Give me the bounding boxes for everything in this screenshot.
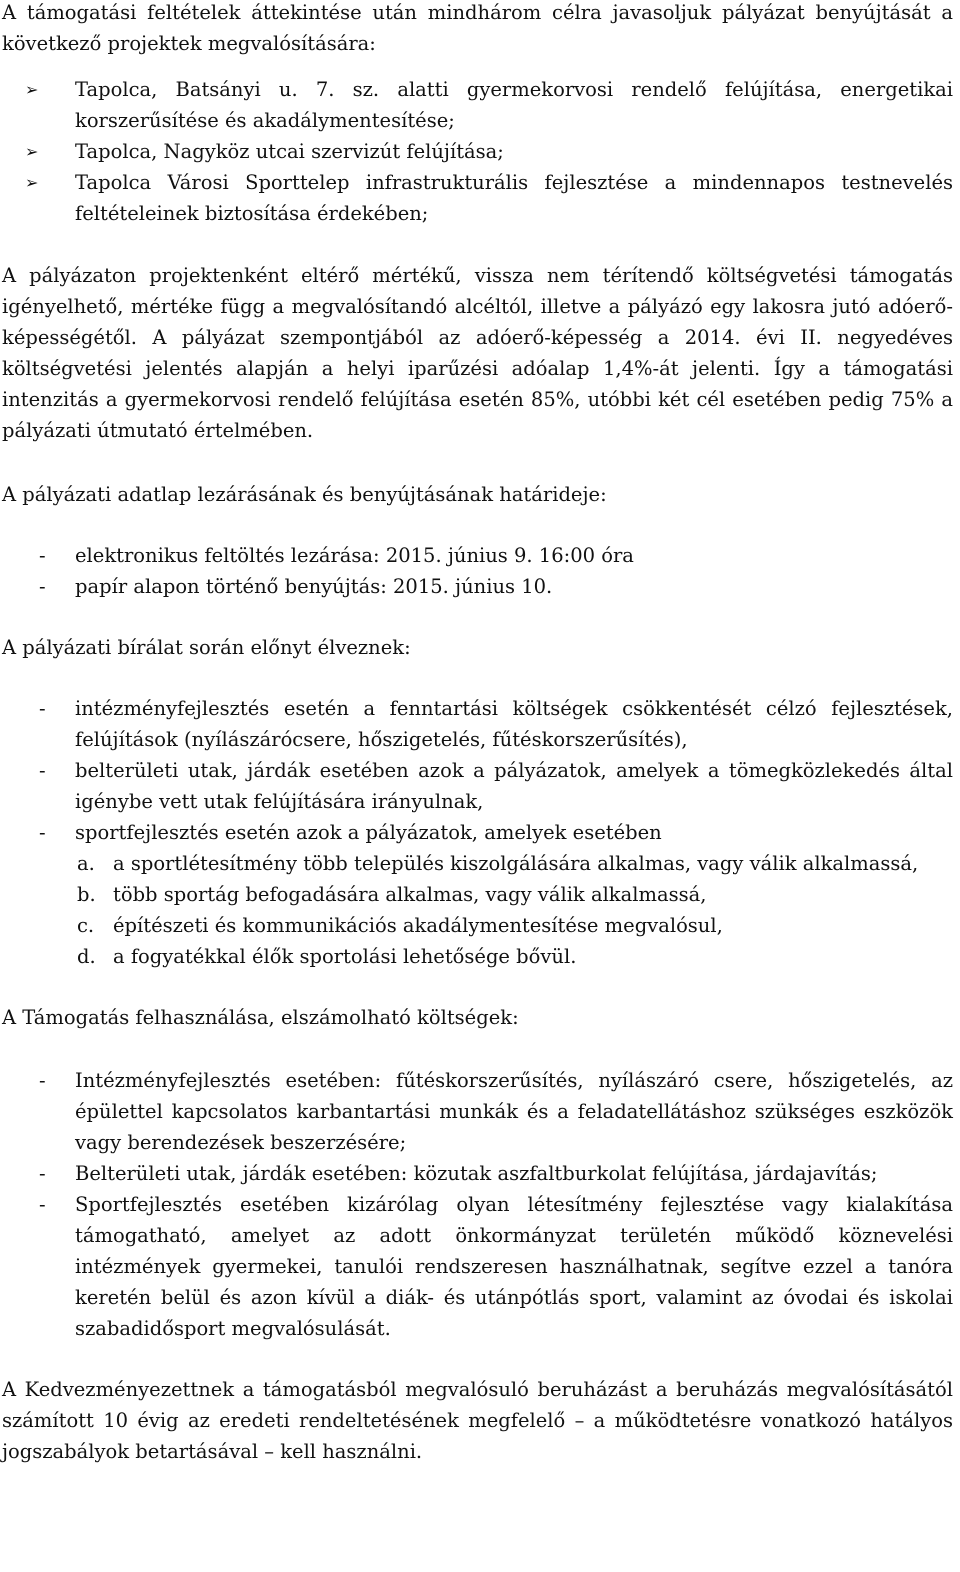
deadline-list <box>2 540 953 602</box>
support-paragraph: A pályázaton projektenként eltérő mértékű, vissza nem térítendő költségvetési támogatás igényelhető, mértéke függ a megvalósítandó alcéltól, illetve a pályázó egy lakosra jutó adóerő-képességétől. A pályázat szempontjából az adóerő-képesség a 2014. évi II. negyedéves költségvetési jelentés alapján a helyi iparűzési adóalap 1,4%-át jelenti. Így a támogatási intenzitás a gyermekorvosi rendelő felújítása esetén 85%, utóbbi két cél esetében pedig 75% a pályázati útmutató értelmében. <box>2 264 953 442</box>
project-item-text: Tapolca, Nagyköz utcai szervizút felújítása; <box>75 140 504 163</box>
arrow-bullet-icon: ➢ <box>25 142 39 161</box>
list-item <box>2 817 953 848</box>
list-item <box>2 910 953 941</box>
list-item <box>2 848 953 879</box>
advantage-list <box>2 693 953 848</box>
list-item <box>2 136 953 167</box>
list-item <box>2 879 953 910</box>
list-letter: b. <box>77 883 96 906</box>
dash-bullet: - <box>39 544 46 567</box>
deadline-item-text: papír alapon történő benyújtás: 2015. június 10. <box>75 575 553 598</box>
dash-bullet: - <box>39 1193 46 1216</box>
deadline-heading: A pályázati adatlap lezárásának és benyújtásának határideje: <box>2 483 607 506</box>
dash-bullet: - <box>39 821 46 844</box>
cost-item-text: Intézményfejlesztés esetében: fűtéskorszerűsítés, nyílászáró csere, hőszigetelés, az épülettel kapcsolatos karbantartási munkák és a feladatellátáshoz szükséges eszközök vagy berendezések beszerzésére; <box>75 1069 953 1154</box>
list-item <box>2 755 953 817</box>
dash-bullet: - <box>39 575 46 598</box>
costs-heading: A Támogatás felhasználása, elszámolható költségek: <box>2 1006 519 1029</box>
intro-paragraph: A támogatási feltételek áttekintése után mindhárom célra javasoljuk pályázat benyújtását a következő projektek megvalósítására: <box>2 1 953 55</box>
arrow-bullet-icon: ➢ <box>25 173 39 192</box>
advantage-item-text: sportfejlesztés esetén azok a pályázatok, amelyek esetében <box>75 821 662 844</box>
costs-list <box>2 1065 953 1344</box>
list-item <box>2 540 953 571</box>
dash-bullet: - <box>39 1069 46 1092</box>
list-item <box>2 1065 953 1158</box>
sport-condition-list <box>2 848 953 972</box>
dash-bullet: - <box>39 1162 46 1185</box>
dash-bullet: - <box>39 759 46 782</box>
dash-bullet: - <box>39 697 46 720</box>
closing-paragraph: A Kedvezményezettnek a támogatásból megvalósuló beruházást a beruházás megvalósításától számított 10 évig az eredeti rendeltetésének megfelelő – a működtetésre vonatkozó hatályos jogszabályok betartásával – kell használni. <box>2 1378 953 1463</box>
list-item <box>2 167 953 229</box>
list-item <box>2 74 953 136</box>
advantage-heading: A pályázati bírálat során előnyt élveznek: <box>2 636 411 659</box>
list-item <box>2 941 953 972</box>
advantage-item-text: belterületi utak, járdák esetében azok a pályázatok, amelyek a tömegközlekedés által igénybe vett utak felújítására irányulnak, <box>75 759 953 813</box>
condition-text: a sportlétesítmény több település kiszolgálására alkalmas, vagy válik alkalmassá, <box>113 852 919 875</box>
list-item <box>2 693 953 755</box>
condition-text: a fogyatékkal élők sportolási lehetősége bővül. <box>113 945 577 968</box>
project-item-text: Tapolca Városi Sporttelep infrastrukturális fejlesztése a mindennapos testnevelés feltételeinek biztosítása érdekében; <box>75 171 953 225</box>
list-item <box>2 1158 953 1189</box>
list-letter: c. <box>77 914 95 937</box>
list-item <box>2 1189 953 1344</box>
list-letter: d. <box>77 945 96 968</box>
project-item-text: Tapolca, Batsányi u. 7. sz. alatti gyermekorvosi rendelő felújítása, energetikai korszerűsítése és akadálymentesítése; <box>75 78 953 132</box>
cost-item-text: Belterületi utak, járdák esetében: közutak aszfaltburkolat felújítása, járdajavítás; <box>75 1162 878 1185</box>
advantage-item-text: intézményfejlesztés esetén a fenntartási költségek csökkentését célzó fejlesztések, felújítások (nyílászárócsere, hőszigetelés, fűtéskorszerűsítés), <box>75 697 953 751</box>
deadline-item-text: elektronikus feltöltés lezárása: 2015. június 9. 16:00 óra <box>75 544 634 567</box>
arrow-bullet-icon: ➢ <box>25 80 39 99</box>
list-item <box>2 571 953 602</box>
condition-text: több sportág befogadására alkalmas, vagy válik alkalmassá, <box>113 883 707 906</box>
project-list <box>2 74 953 229</box>
condition-text: építészeti és kommunikációs akadálymentesítése megvalósul, <box>113 914 723 937</box>
cost-item-text: Sportfejlesztés esetében kizárólag olyan létesítmény fejlesztése vagy kialakítása támogatható, amelyet az adott önkormányzat területén működő köznevelési intézmények gyermekei, tanulói rendszeresen használhatnak, segítve ezzel a tanóra keretén belül és azon kívül a diák- és utánpótlás sport, valamint az óvodai és iskolai szabadidősport megvalósulását. <box>75 1193 953 1340</box>
list-letter: a. <box>77 852 95 875</box>
